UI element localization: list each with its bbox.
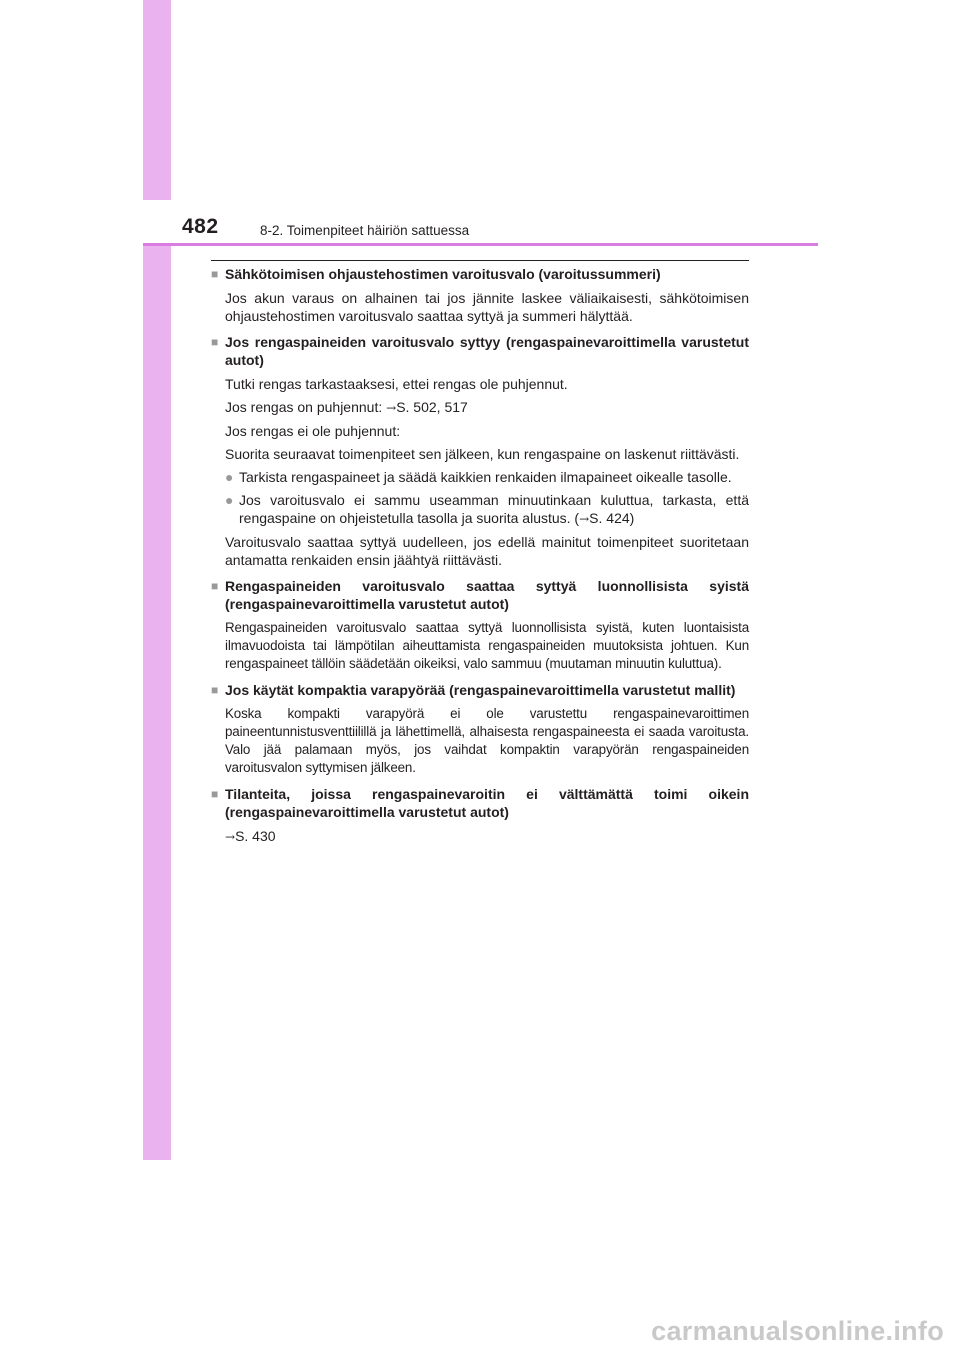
section-heading: ■ Sähkötoimisen ohjaustehostimen varoitusvalo (varoitussummeri) xyxy=(211,266,661,282)
section-power-steering-warning xyxy=(211,265,749,325)
arrow-right-icon: → xyxy=(579,512,590,526)
arrow-right-icon: → xyxy=(386,401,397,415)
chapter-sidebar-tab xyxy=(143,0,171,1160)
paragraph-with-reference: Jos rengas on puhjennut: →S. 502, 517 xyxy=(225,399,468,415)
section-tire-pressure-warning-on xyxy=(211,333,749,569)
square-bullet-icon: ■ xyxy=(211,787,219,801)
section-tire-pressure-natural-causes xyxy=(211,577,749,673)
paragraph-with-reference xyxy=(225,827,749,846)
square-bullet-icon: ■ xyxy=(211,683,219,697)
page-reference-link[interactable]: S. 430 xyxy=(235,828,276,844)
circle-bullet-icon: ● xyxy=(225,492,234,508)
circle-bullet-icon: ● xyxy=(225,469,234,485)
square-bullet-icon: ■ xyxy=(211,579,219,593)
paragraph: Koska kompakti varapyörä ei ole varustettu rengaspainevaroittimen paineentunnistusventtiilillä ja lähettimellä, alhaisesta rengaspaineesta ei saada varoitusta. Valo jää palamaan myös, jos vaihdat kompaktin varapyörän rengaspaineiden varoitusvalon syttymisen jälkeen. xyxy=(225,706,749,775)
paragraph: Varoitusvalo saattaa syttyä uudelleen, jos edellä mainitut toimenpiteet suoritetaan antamatta renkaiden ensin jäähtyä riittävästi. xyxy=(225,534,749,568)
content-divider xyxy=(211,260,749,261)
bullet-item: ● Tarkista rengaspaineet ja säädä kaikkien renkaiden ilmapaineet oikealle tasolle. xyxy=(225,469,732,485)
page-number: 482 xyxy=(182,215,219,238)
section-heading: ■ Tilanteita, joissa rengaspainevaroitin ei välttämättä toimi oikein (rengaspainevaroittimella varustetut autot) xyxy=(211,786,749,820)
section-heading: ■ Jos rengaspaineiden varoitusvalo syttyy (rengaspainevaroittimella varustetut autot) xyxy=(211,334,749,368)
square-bullet-icon: ■ xyxy=(211,267,219,281)
arrow-right-icon: → xyxy=(225,830,236,844)
page-reference-link[interactable]: S. 502, 517 xyxy=(396,399,468,415)
section-tire-pressure-system-limitations xyxy=(211,785,749,846)
page-reference-link[interactable]: S. 424) xyxy=(589,510,635,526)
section-heading: ■ Rengaspaineiden varoitusvalo saattaa syttyä luonnollisista syistä (rengaspainevaroittimella varustetut autot) xyxy=(211,578,749,612)
square-bullet-icon: ■ xyxy=(211,335,219,349)
header-divider xyxy=(143,243,818,246)
paragraph: Rengaspaineiden varoitusvalo saattaa syttyä luonnollisista syistä, kuten luontaisista ilmavuodoista tai lämpötilan aiheuttamista rengaspaineiden muutoksista johtuen. Kun rengaspaineet tällöin säädetään oikeiksi, valo sammuu (muutaman minuutin kuluttua). xyxy=(225,620,749,671)
watermark-text: carmanualsonline.info xyxy=(651,1316,944,1346)
paragraph: Jos akun varaus on alhainen tai jos jännite laskee väliaikaisesti, sähkötoimisen ohjaustehostimen varoitusvalo saattaa syttyä ja summeri hälyttää. xyxy=(225,290,749,324)
page-content xyxy=(211,265,749,854)
section-compact-spare-tire xyxy=(211,681,749,777)
section-title: 8-2. Toimenpiteet häiriön sattuessa xyxy=(260,223,470,238)
header-background xyxy=(143,200,818,244)
paragraph: Jos rengas ei ole puhjennut: xyxy=(225,423,401,439)
bullet-item: ● Jos varoitusvalo ei sammu useamman minuutinkaan kuluttua, tarkasta, että rengaspaine on ohjeistetulla tasolla ja suorita alustus. (→S. 424) xyxy=(225,492,749,526)
paragraph: Tutki rengas tarkastaaksesi, ettei rengas ole puhjennut. xyxy=(225,376,568,392)
section-heading: ■ Jos käytät kompaktia varapyörää (rengaspainevaroittimella varustetut mallit) xyxy=(211,682,736,698)
paragraph: Suorita seuraavat toimenpiteet sen jälkeen, kun rengaspaine on laskenut riittävästi. xyxy=(225,446,740,462)
